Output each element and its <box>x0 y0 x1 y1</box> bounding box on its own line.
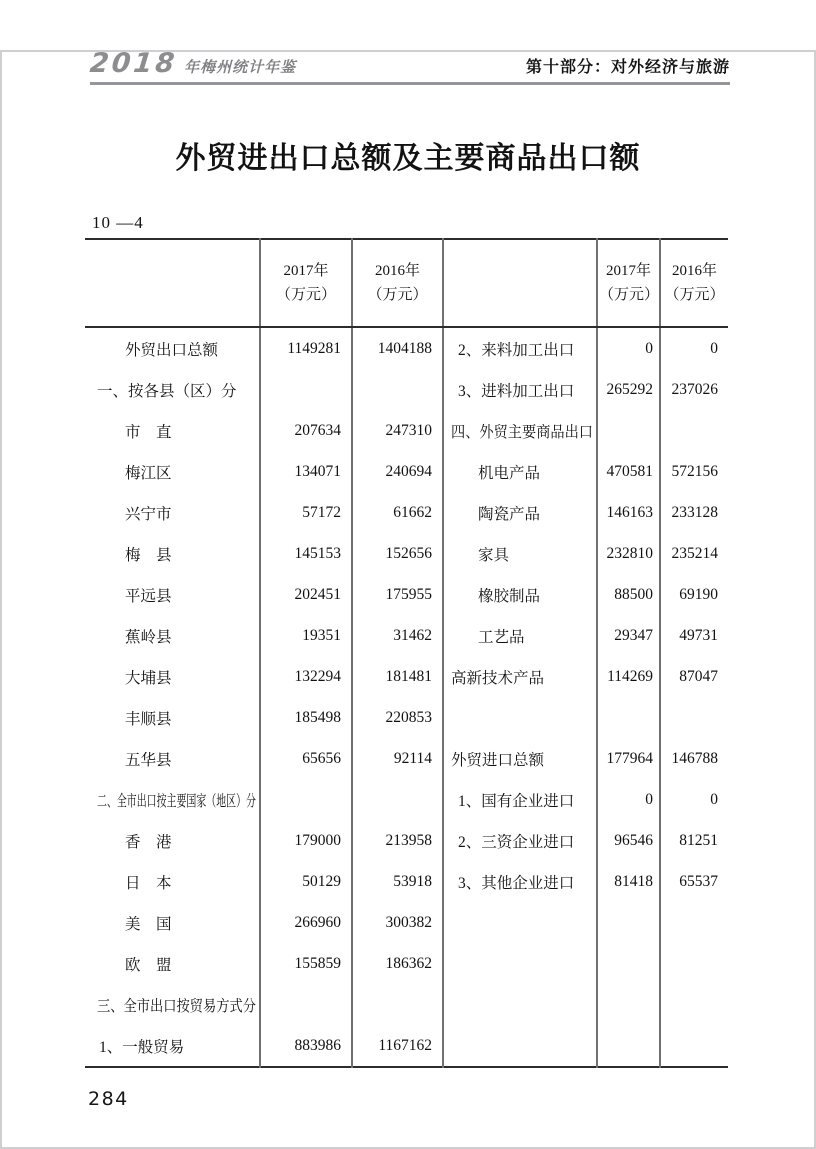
header-unit-label: （万元） <box>599 287 660 303</box>
row-label-left <box>85 943 260 984</box>
row-label-left-text: 五华县 <box>125 751 172 769</box>
section-label: 第十部分：对外经济与旅游 <box>525 57 730 76</box>
value-2017-left: 57172 <box>260 492 352 533</box>
table-row <box>85 533 728 574</box>
row-label-left-text: 三、全市出口按贸易方式分 <box>97 997 257 1015</box>
value-2017-right: 114269 <box>597 656 660 697</box>
row-label-left-text: 香 港 <box>125 833 172 851</box>
row-label-left <box>85 327 260 369</box>
header-year-label: 2016年 <box>671 263 717 279</box>
value-2017-left: 155859 <box>260 943 352 984</box>
value-2016-right: 146788 <box>660 738 728 779</box>
value-2017-left: 50129 <box>260 861 352 902</box>
table-row <box>85 492 728 533</box>
value-2016-right: 49731 <box>660 615 728 656</box>
header-2016-right <box>660 239 728 327</box>
table-row <box>85 779 728 820</box>
row-label-left <box>85 697 260 738</box>
table-body <box>85 327 728 1067</box>
value-2016-right <box>660 902 728 943</box>
row-label-left-text: 欧 盟 <box>125 956 172 974</box>
value-2017-left: 179000 <box>260 820 352 861</box>
value-2016-left: 240694 <box>352 451 443 492</box>
yearbook-logo <box>90 50 296 77</box>
row-label-right <box>443 943 597 984</box>
value-2017-right <box>597 1025 660 1067</box>
table-number: 10 —4 <box>92 213 144 232</box>
table-row <box>85 410 728 451</box>
value-2016-right: 65537 <box>660 861 728 902</box>
table-row <box>85 327 728 369</box>
value-2016-left: 300382 <box>352 902 443 943</box>
value-2017-right: 146163 <box>597 492 660 533</box>
value-2017-left: 883986 <box>260 1025 352 1067</box>
value-2016-right: 87047 <box>660 656 728 697</box>
row-label-left <box>85 738 260 779</box>
table-row <box>85 369 728 410</box>
row-label-right <box>443 492 597 533</box>
row-label-right <box>443 327 597 369</box>
value-2017-right: 265292 <box>597 369 660 410</box>
value-2016-right <box>660 697 728 738</box>
value-2017-left: 132294 <box>260 656 352 697</box>
value-2017-right: 88500 <box>597 574 660 615</box>
table-row <box>85 656 728 697</box>
table-row <box>85 861 728 902</box>
value-2016-right <box>660 1025 728 1067</box>
table-row <box>85 738 728 779</box>
row-label-right-text: 3、进料加工出口 <box>458 382 575 400</box>
row-label-left <box>85 984 260 1025</box>
row-label-right <box>443 574 597 615</box>
value-2016-right: 572156 <box>660 451 728 492</box>
row-label-right <box>443 779 597 820</box>
row-label-right-text: 2、三资企业进口 <box>458 833 575 851</box>
value-2016-left: 220853 <box>352 697 443 738</box>
row-label-right-text: 外贸进口总额 <box>451 751 545 769</box>
value-2016-left: 175955 <box>352 574 443 615</box>
running-header <box>90 50 730 85</box>
row-label-left-text: 一、按各县（区）分 <box>97 382 237 400</box>
row-label-left <box>85 492 260 533</box>
header-unit-label: （万元） <box>664 287 725 303</box>
value-2017-left: 202451 <box>260 574 352 615</box>
value-2016-right: 233128 <box>660 492 728 533</box>
row-label-right-text: 机电产品 <box>478 464 541 482</box>
row-label-left <box>85 820 260 861</box>
value-2017-right <box>597 410 660 451</box>
header-2017-left <box>260 239 352 327</box>
table-row <box>85 697 728 738</box>
row-label-right-text: 家具 <box>478 546 510 564</box>
value-2017-right <box>597 697 660 738</box>
row-label-right <box>443 984 597 1025</box>
row-label-right <box>443 1025 597 1067</box>
value-2017-left: 266960 <box>260 902 352 943</box>
table-row <box>85 451 728 492</box>
value-2016-right <box>660 410 728 451</box>
value-2016-left: 186362 <box>352 943 443 984</box>
yearbook-page <box>0 50 816 1149</box>
header-blank-left <box>85 239 260 327</box>
header-2017-right <box>597 239 660 327</box>
header-year-label: 2017年 <box>605 263 651 279</box>
row-label-right-text: 2、来料加工出口 <box>458 341 575 359</box>
value-2016-right: 235214 <box>660 533 728 574</box>
value-2016-right <box>660 984 728 1025</box>
row-label-right <box>443 738 597 779</box>
value-2016-right: 237026 <box>660 369 728 410</box>
value-2017-left: 134071 <box>260 451 352 492</box>
row-label-right <box>443 697 597 738</box>
row-label-left <box>85 410 260 451</box>
value-2017-left: 19351 <box>260 615 352 656</box>
row-label-left <box>85 574 260 615</box>
value-2016-left <box>352 984 443 1025</box>
table-header <box>85 239 728 327</box>
value-2016-left: 92114 <box>352 738 443 779</box>
row-label-right <box>443 820 597 861</box>
row-label-right <box>443 656 597 697</box>
value-2017-left: 207634 <box>260 410 352 451</box>
header-2016-left <box>352 239 443 327</box>
table-row <box>85 1025 728 1067</box>
row-label-right-text: 高新技术产品 <box>451 669 545 687</box>
row-label-left-text: 二、全市出口按主要国家（地区）分 <box>97 792 256 810</box>
row-label-left-text: 市 直 <box>125 423 172 441</box>
value-2016-right <box>660 943 728 984</box>
value-2016-left: 213958 <box>352 820 443 861</box>
row-label-right <box>443 615 597 656</box>
row-label-left-text: 外贸出口总额 <box>125 341 219 359</box>
header-year-label: 2016年 <box>374 263 420 279</box>
value-2017-right: 96546 <box>597 820 660 861</box>
row-label-right <box>443 410 597 451</box>
row-label-left <box>85 902 260 943</box>
row-label-right <box>443 451 597 492</box>
table-row <box>85 574 728 615</box>
value-2016-left: 181481 <box>352 656 443 697</box>
row-label-right <box>443 861 597 902</box>
edition-year: 2018 <box>88 48 179 79</box>
value-2017-right: 232810 <box>597 533 660 574</box>
value-2017-left <box>260 984 352 1025</box>
row-label-left <box>85 533 260 574</box>
value-2016-left: 53918 <box>352 861 443 902</box>
table-row <box>85 902 728 943</box>
row-label-right <box>443 533 597 574</box>
row-label-right-text: 陶瓷产品 <box>478 505 541 523</box>
value-2017-left: 65656 <box>260 738 352 779</box>
row-label-left-text: 梅江区 <box>125 464 172 482</box>
row-label-left-text: 丰顺县 <box>125 710 172 728</box>
value-2016-left: 247310 <box>352 410 443 451</box>
table-row <box>85 820 728 861</box>
page-number: 284 <box>88 1088 129 1110</box>
row-label-right <box>443 902 597 943</box>
value-2017-right: 0 <box>597 327 660 369</box>
row-label-left-text: 兴宁市 <box>125 505 172 523</box>
row-label-right-text: 3、其他企业进口 <box>458 874 575 892</box>
row-label-left <box>85 656 260 697</box>
value-2017-left <box>260 779 352 820</box>
value-2017-left <box>260 369 352 410</box>
value-2017-left: 1149281 <box>260 327 352 369</box>
value-2016-right: 0 <box>660 779 728 820</box>
value-2017-left: 185498 <box>260 697 352 738</box>
value-2017-right: 470581 <box>597 451 660 492</box>
row-label-left-text: 平远县 <box>125 587 172 605</box>
header-blank-right <box>443 239 597 327</box>
value-2016-left: 1167162 <box>352 1025 443 1067</box>
value-2016-right: 69190 <box>660 574 728 615</box>
value-2016-right: 0 <box>660 327 728 369</box>
header-unit-label: （万元） <box>367 287 428 303</box>
row-label-left-text: 蕉岭县 <box>125 628 172 646</box>
value-2016-left: 1404188 <box>352 327 443 369</box>
row-label-left-text: 日 本 <box>125 874 172 892</box>
table-row <box>85 615 728 656</box>
row-label-right-text: 工艺品 <box>478 628 525 646</box>
yearbook-name: 年梅州统计年鉴 <box>184 58 297 76</box>
value-2017-right: 177964 <box>597 738 660 779</box>
value-2016-left <box>352 369 443 410</box>
table-row <box>85 984 728 1025</box>
value-2017-right <box>597 984 660 1025</box>
row-label-left <box>85 615 260 656</box>
value-2017-left: 145153 <box>260 533 352 574</box>
value-2016-left: 31462 <box>352 615 443 656</box>
value-2017-right: 0 <box>597 779 660 820</box>
value-2017-right: 29347 <box>597 615 660 656</box>
row-label-right <box>443 369 597 410</box>
value-2017-right <box>597 902 660 943</box>
row-label-right-text: 橡胶制品 <box>478 587 541 605</box>
row-label-left <box>85 779 260 820</box>
value-2017-right: 81418 <box>597 861 660 902</box>
row-label-left <box>85 369 260 410</box>
table-header-row <box>85 239 728 327</box>
table-row <box>85 943 728 984</box>
header-year-label: 2017年 <box>283 263 329 279</box>
row-label-right-text: 1、国有企业进口 <box>458 792 575 810</box>
page-title: 外贸进出口总额及主要商品出口额 <box>175 142 641 175</box>
header-unit-label: （万元） <box>275 287 336 303</box>
value-2017-right <box>597 943 660 984</box>
row-label-right-text: 四、外贸主要商品出口 <box>451 423 593 441</box>
value-2016-right: 81251 <box>660 820 728 861</box>
value-2016-left: 61662 <box>352 492 443 533</box>
trade-statistics-table <box>85 238 728 1068</box>
row-label-left-text: 梅 县 <box>125 546 172 564</box>
row-label-left-text: 大埔县 <box>125 669 172 687</box>
row-label-left <box>85 861 260 902</box>
row-label-left <box>85 1025 260 1067</box>
row-label-left-text: 1、一般贸易 <box>99 1038 185 1056</box>
value-2016-left <box>352 779 443 820</box>
value-2016-left: 152656 <box>352 533 443 574</box>
row-label-left-text: 美 国 <box>125 915 172 933</box>
row-label-left <box>85 451 260 492</box>
